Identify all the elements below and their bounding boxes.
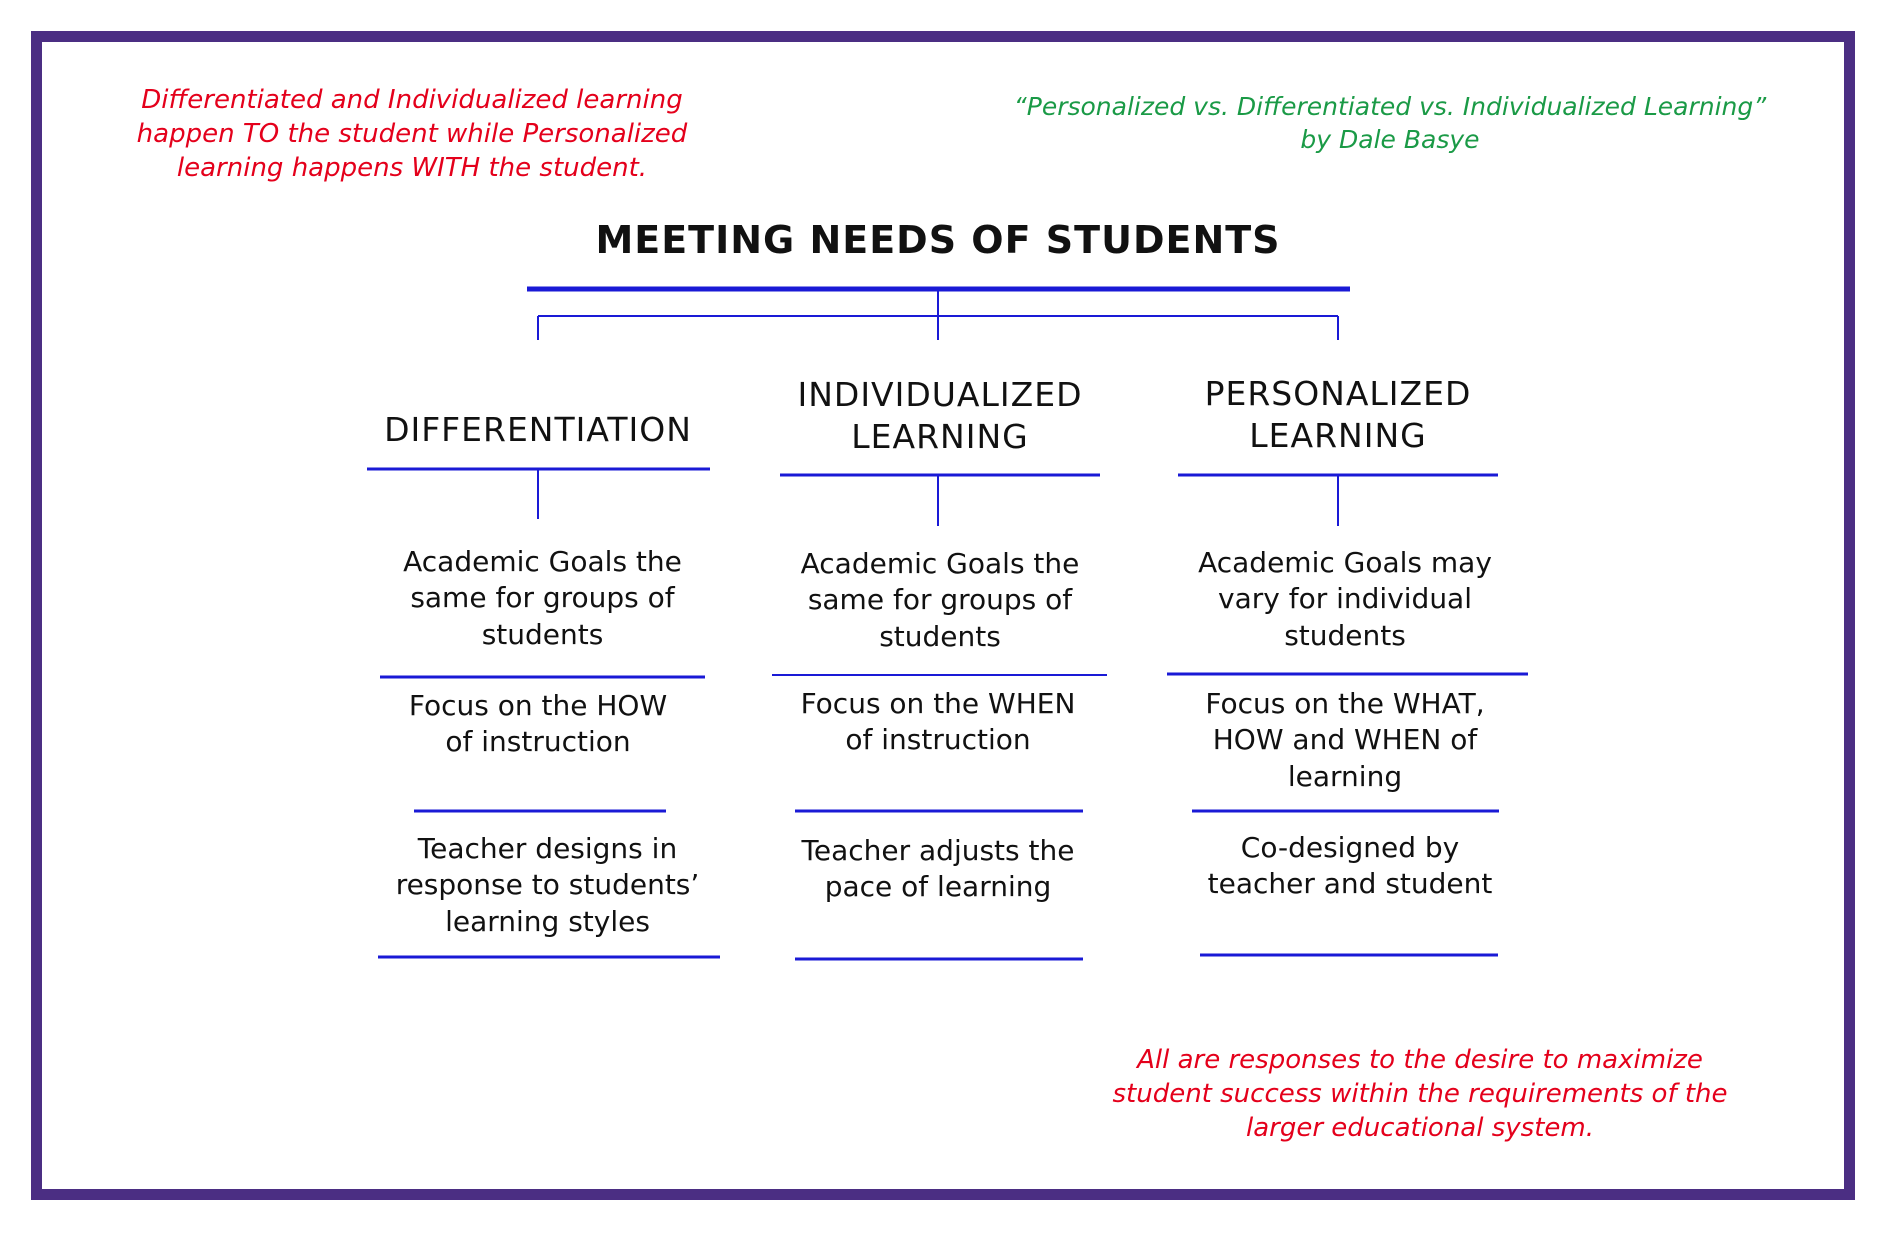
col1-row3: Teacher designs in response to students’ learning styles — [395, 832, 700, 938]
col2-row2: Focus on the WHEN of instruction — [800, 687, 1076, 757]
col1-heading: DIFFERENTIATION — [384, 410, 692, 449]
col1-row1: Academic Goals the same for groups of students — [403, 545, 682, 651]
col2-heading: INDIVIDUALIZED LEARNING — [797, 375, 1083, 456]
source-title: “Personalized vs. Differentiated vs. Individualized Learning” — [1013, 92, 1767, 121]
diagram-title: MEETING NEEDS OF STUDENTS — [595, 218, 1281, 262]
col3-row2: Focus on the WHAT, HOW and WHEN of learning — [1205, 687, 1485, 793]
col3-row1: Academic Goals may vary for individual students — [1198, 546, 1492, 652]
col1-row2: Focus on the HOW of instruction — [408, 689, 668, 759]
col2-row3: Teacher adjusts the pace of learning — [801, 834, 1075, 904]
col3-heading: PERSONALIZED LEARNING — [1204, 374, 1472, 455]
source-author: by Dale Basye — [1300, 124, 1480, 154]
note-top-left: Differentiated and Individualized learning happen TO the student while Personalized learning happens WITH the student. — [136, 85, 688, 183]
col2-row1: Academic Goals the same for groups of students — [800, 547, 1080, 653]
col3-row3: Co-designed by teacher and student — [1207, 831, 1493, 901]
note-bottom-right: All are responses to the desire to maximize student success within the requirements of the larger educational system. — [1112, 1045, 1728, 1143]
note-top-right — [960, 91, 1820, 156]
